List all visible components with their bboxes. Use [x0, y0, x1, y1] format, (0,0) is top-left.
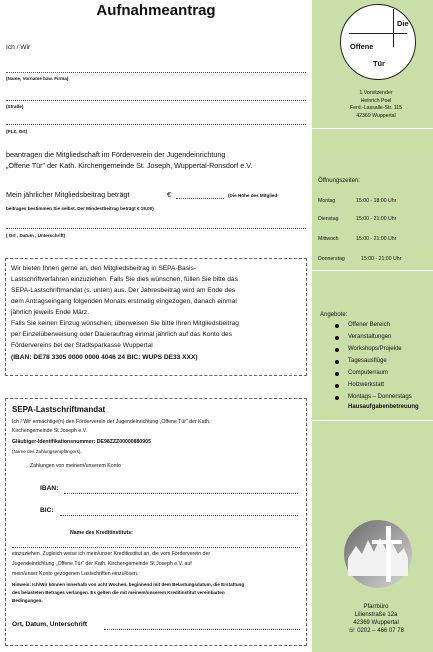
sepa-info-line: SEPA-Lastschriftmandat (s. unten) aus. Der Jahresbeitrag wird am Ende des	[11, 287, 236, 294]
pfarrbuero-block	[322, 603, 430, 635]
oeffnung-time: 15:00 - 21:00 Uhr	[356, 216, 397, 222]
angebot-item: Veranstaltungen	[348, 334, 392, 340]
bullet-icon	[335, 324, 339, 328]
zahlungen-text: Zahlungen von meinem/unserem Konto	[30, 463, 121, 469]
strasse-hint: (Straße)	[6, 104, 24, 109]
beitrag-label: Mein jährlicher Mitgliedsbeitrag beträgt	[6, 190, 130, 199]
angebot-item: Holzwerkstatt	[348, 382, 385, 388]
name-line[interactable]	[6, 72, 306, 73]
ort-datum-hint: ( Ort , Datum , Unterschrift)	[6, 233, 66, 238]
ort-datum-unterschrift-label: Ort, Datum, Unterschrift	[12, 621, 88, 628]
vorsitz-line: 42369 Wuppertal	[356, 112, 396, 119]
oeffnung-time: 15:00 - 18:00 Uhr	[356, 198, 397, 204]
glaeubiger-id: Gläubiger-Identifikationsnummer: DE98ZZZ00000880905	[12, 439, 151, 445]
bullet-icon	[335, 360, 339, 364]
strasse-line[interactable]	[6, 100, 306, 101]
angebote-label: Angebote:	[320, 312, 348, 318]
sepa-mandat-box	[5, 398, 307, 646]
offene-tuer-logo	[340, 4, 416, 80]
sepa-info-box	[5, 258, 307, 376]
name-hint: (Name, Vorname bzw. Firma)	[6, 76, 69, 81]
page-title: Aufnahmeantrag	[96, 2, 216, 19]
beantragen-line-2: „Offene Tür" der Kath. Kirchengemeinde St. Joseph, Wuppertal-Ronsdorf e.V.	[6, 161, 253, 170]
iban-label: IBAN:	[40, 485, 59, 492]
ort-hint: (PLZ, Ort)	[6, 129, 28, 134]
sepa-info-line: Wir bieten Ihnen gerne an, den Mitgliedsbeitrag in SEPA-Basis-	[11, 265, 196, 272]
beitrag-input-line[interactable]	[176, 198, 224, 199]
bullet-icon	[335, 396, 339, 400]
kreditinstitut-input-line[interactable]	[12, 547, 300, 548]
sepa-info-line: jährlich jeweils Ende März.	[11, 309, 90, 316]
sepa-info-line: Fördervereins bei der Stadtsparkasse Wuppertal	[11, 342, 153, 349]
einziehen-3: mein/unser Konto gezogenen Lastschriften einzulösen.	[12, 571, 139, 577]
oeffnungszeiten-label: Öffnungszeiten:	[318, 178, 360, 184]
vorsitz-line: 1.Vorsitzender	[359, 90, 393, 96]
sepa-info-iban: (IBAN: DE78 3305 0000 0000 4046 24 BIC: WUPS DE33 XXX)	[11, 354, 198, 361]
pfarrbuero-line: Pfarrbüro	[363, 604, 389, 610]
sepa-info-line: Lastschriftverfahren einzuziehen. Falls Sie dies wünschen, füllen Sie bitte das	[11, 276, 238, 283]
telefon: ☏ 0202 – 466 07 78	[348, 628, 404, 634]
beitrag-note-b: beitrages bestimmen Sie selbst. Der Mindestbeitrag beträgt € 15,00)	[6, 206, 154, 211]
iban-input-line[interactable]	[64, 493, 298, 494]
bic-input-line[interactable]	[60, 515, 298, 516]
mandat-intro-1: Ich / Wir ermächtige(n) den Förderverein der Jugendeinrichtung „Offene Tür" der Kath.	[12, 419, 211, 425]
ich-wir-label: Ich / Wir	[6, 44, 31, 51]
ort-line[interactable]	[6, 124, 306, 125]
vorsitz-line: Ferd.-Lassalle-Str. 115	[349, 105, 403, 112]
logo-tuer: Tür	[373, 59, 385, 68]
hinweis-2: des belasteten Betrages verlangen. Es gelten die mit meinem/unserem Kreditinstitut vereinbarten	[12, 590, 225, 595]
angebot-item: Computerraum	[348, 370, 389, 376]
beitrag-note-a: (Die Höhe des Mitglied-	[228, 193, 279, 198]
hinweis-1: Hinweis: Ich/Wir können innerhalb von acht Wochen, beginnend mit dem Belastungsdatum, die Erstattung	[12, 582, 245, 587]
side-divider	[312, 270, 433, 271]
logo-offene: Offene	[350, 42, 374, 51]
mandat-heading: SEPA-Lastschriftmandat	[12, 405, 106, 414]
sepa-info-line: Falls Sie keinen Einzug wünschen, überweisen Sie bitte Ihren Mitgliedsbeitrag	[11, 320, 239, 327]
sepa-info-line: dem Antragseingang folgenden Monats erstmalig eingezogen, danach einmal	[11, 298, 237, 305]
hinweis-3: Bedingungen.	[12, 598, 43, 603]
oeffnung-time: 15:00 - 21:00 Uhr	[356, 236, 397, 242]
einziehen-1: einzuziehen. Zugleich weise ich mein/unser Kreditinstitut an, die vom Förderverein der	[12, 551, 211, 557]
mandat-intro-2: Kirchengemeinde St Joseph e.V.	[12, 428, 88, 434]
logo-die: Die	[397, 19, 409, 28]
kreditinstitut-label: Name des Kreditinstituts:	[70, 530, 133, 536]
bullet-icon	[335, 372, 339, 376]
euro-sign: €	[167, 190, 171, 199]
angebot-item: Montags – Donnerstags	[348, 394, 412, 400]
pfarrbuero-line: 42369 Wuppertal	[353, 620, 399, 626]
church-emblem	[342, 518, 414, 590]
oeffnung-time: 15:00 - 21:00 Uhr	[361, 256, 402, 262]
zahlungsempfaenger-hint: (Name des Zahlungsempfängers),	[12, 449, 82, 454]
oeffnung-day: Donnerstag	[318, 256, 345, 262]
angebot-item: Workshops/Projekte	[348, 346, 402, 352]
oeffnung-day: Mittwoch	[318, 236, 339, 242]
oeffnung-day: Dienstag	[318, 216, 339, 222]
side-divider	[312, 128, 433, 129]
bullet-icon	[335, 384, 339, 388]
bic-label: BIC:	[40, 507, 54, 514]
sepa-info-line: per Einzelüberweisung oder Dauerauftrag einmal jährlich auf das Konto des	[11, 331, 233, 338]
bullet-icon	[335, 336, 339, 340]
einziehen-2: Jugendeinrichtung „Offene Tür" der Kath. Kirchengemeinde St Joseph e.V. auf	[12, 561, 192, 567]
vorsitz-line: Heinrich Poel	[360, 97, 392, 104]
vorsitz-block	[322, 90, 430, 120]
oeffnung-day: Montag	[318, 198, 336, 204]
hausaufgaben-text: Hausaufgabenbetreuung	[348, 404, 419, 410]
bullet-icon	[335, 348, 339, 352]
angebot-item: Offener Bereich	[348, 322, 390, 328]
side-divider	[312, 420, 433, 421]
beantragen-line-1: beantragen die Mitgliedschaft im Förderverein der Jugendeinrichtung	[6, 150, 226, 159]
ort-datum-line[interactable]	[6, 228, 306, 229]
unterschrift-input-line[interactable]	[104, 629, 300, 630]
angebot-item: Tagesausflüge	[348, 358, 387, 364]
pfarrbuero-line: Lilienstraße 12a	[354, 612, 398, 618]
